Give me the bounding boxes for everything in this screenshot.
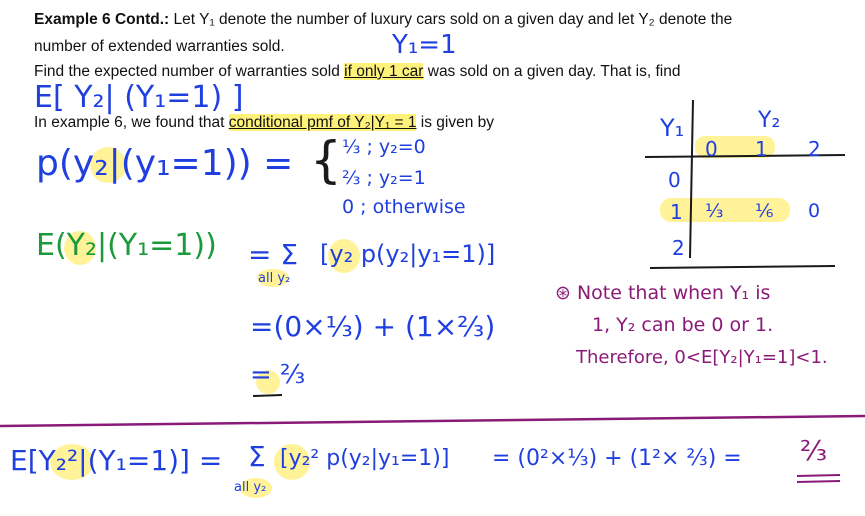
ink-col-2: 2 [808,137,821,161]
ink-find-expression: E[ Y₂| (Y₁=1) ] [34,80,244,115]
ink-sq-summand: [y₂² p(y₂|y₁=1)] [280,446,450,471]
purple-divider [0,416,865,426]
typed-line-2: number of extended warranties sold. [34,38,285,55]
final-underline-1 [797,475,840,476]
ink-row-0: 0 [668,168,681,192]
typed-line-4-pre: In example 6, we found that [34,114,229,131]
example-label: Example 6 Contd.: [34,11,170,28]
highlight-if-only-1-car: if only 1 car [344,63,424,80]
ink-expectation-lhs: E(Y₂|(Y₁=1)) [36,228,217,263]
typed-line-3-post: was sold on a given day. That is, find [423,63,681,80]
ink-sq-lhs: E[Y₂²|(Y₁=1)] = [10,444,223,477]
typed-line-3-pre: Find the expected number of warranties sold [34,63,345,80]
ink-note-line-3: Therefore, 0<E[Y₂|Y₁=1]<1. [576,347,828,368]
ink-sq-sum: Σ [248,440,266,473]
ink-brace: { [310,131,342,189]
typed-line-3 [34,62,680,82]
ink-sq-result: ⅔ [800,434,828,467]
typed-line-4-post: is given by [416,114,495,131]
typed-line-1-text: Let Y₁ denote the number of luxury cars sold on a given day and let Y₂ denote the [173,11,733,28]
ink-sq-sum-subscript: all y₂ [234,480,267,495]
ink-sum-subscript: all y₂ [258,271,291,286]
ink-summand: [y₂ p(y₂|y₁=1)] [320,240,496,268]
ink-pmf-case-3: 0 ; otherwise [342,196,466,218]
typed-line-1 [34,10,732,30]
ink-pmf-case-1: ⅓ ; y₂=0 [342,136,426,158]
ink-col-1: 1 [755,137,768,161]
result-underline [253,395,282,396]
ink-cell-1-0: ⅓ [705,200,724,222]
ink-note-line-1: ⊛ Note that when Y₁ is [555,282,771,304]
ink-pmf-case-2: ⅔ ; y₂=1 [342,167,426,189]
ink-row-1: 1 [670,200,683,224]
table-vertical-line [690,100,693,258]
ink-step-2: =(0×⅓) + (1×⅔) [250,310,496,343]
ink-y1-equals-1: Y₁=1 [392,30,457,60]
ink-row-2: 2 [672,236,685,260]
final-underline-2 [797,481,840,482]
highlight-conditional-pmf: conditional pmf of Y₂|Y₁ = 1 [228,114,417,131]
table-bottom-line [650,266,835,268]
ink-note-line-2: 1, Y₂ can be 0 or 1. [592,314,774,336]
ink-table-col-header: Y₂ [758,108,781,133]
ink-pmf-lhs: p(y₂|(y₁=1)) = [36,143,294,184]
ink-result: = ⅔ [250,360,306,390]
ink-sum-symbol: = Σ [248,238,299,271]
ink-col-0: 0 [705,137,718,161]
ink-cell-1-1: ⅙ [755,200,774,222]
ink-table-corner: Y₁ [660,114,685,142]
ink-sq-rhs: = (0²×⅓) + (1²× ⅔) = [492,446,742,471]
typed-line-4 [34,113,494,133]
ink-cell-1-2: 0 [808,200,821,222]
